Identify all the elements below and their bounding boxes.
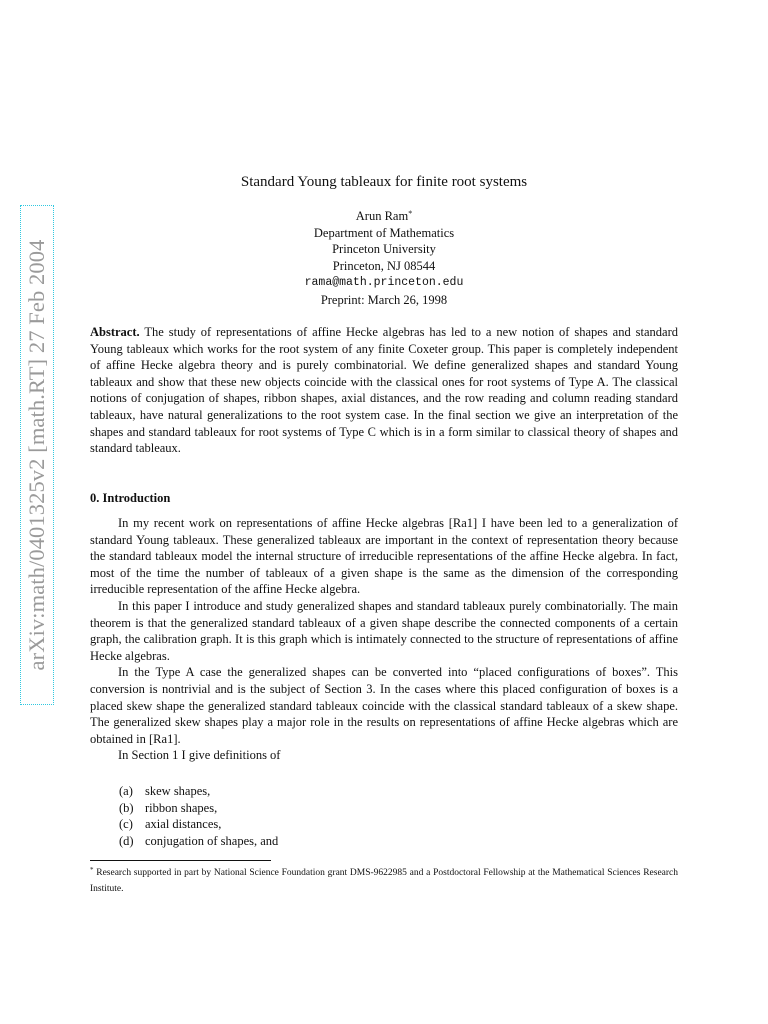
list-item-tag: (d) <box>119 833 134 848</box>
author-name: Arun Ram <box>355 209 409 223</box>
list-item <box>119 833 278 850</box>
intro-paragraph: In Section 1 I give definitions of <box>118 748 281 763</box>
abstract-text: The study of representations of affine Hecke algebras has led to a new notion of shapes and standard Young tableaux which works for the root system of any finite Coxeter group. This paper is completely independent of affine Hecke algebra theory and is purely combinatorial. We define generalized shapes and standard Young tableaux and show that these new objects coincide with the classical ones for root systems of Type A. The classical notions of conjugation of shapes, ribbon shapes, axial distances, and the row reading and column reading standard tableaux, have natural generalizations to the root system case. In the final section we give an interpretation of the shapes and standard tableaux for root systems of Type C which is in a form similar to classical theory of shapes and standard tableaux. <box>90 325 678 456</box>
preprint-date: Preprint: March 26, 1998 <box>320 292 448 307</box>
list-item-text: ribbon shapes, <box>145 800 218 815</box>
arxiv-identifier: arXiv:math/0401325v2 [math.RT] 27 Feb 2004 <box>24 239 49 671</box>
list-item-tag: (c) <box>119 817 133 832</box>
list-item-tag: (a) <box>119 784 133 798</box>
section-heading: 0. Introduction <box>90 491 171 505</box>
author-department: Department of Mathematics <box>313 225 455 240</box>
intro-paragraph: In the Type A case the generalized shapes can be converted into “placed configurations of boxes”. This conversion is nontrivial and is the subject of Section 3. In the cases where this placed configuration of boxes is a placed skew shape the generalized standard tableaux coincide with the classical standard tableaux of a skew shape. The generalized skew shapes play a major role in the results on representations of affine Hecke algebras which are obtained in [Ra1]. <box>90 665 678 746</box>
list-item <box>119 816 278 833</box>
footnote-divider <box>90 860 271 861</box>
author-email: rama@math.princeton.edu <box>304 275 464 289</box>
list-item-tag: (b) <box>119 800 134 815</box>
footnote <box>90 866 678 897</box>
list-item <box>119 800 278 817</box>
list-item-text: conjugation of shapes, and <box>145 833 279 848</box>
author-city: Princeton, NJ 08544 <box>332 259 436 274</box>
abstract <box>90 324 678 457</box>
list-item-text: skew shapes, <box>145 784 211 798</box>
footnote-text: Research supported in part by National Science Foundation grant DMS-9622985 and a Postdoctoral Fellowship at the Mathematical Sciences Research Institute. <box>90 868 679 894</box>
introduction-body <box>90 515 678 764</box>
author-block <box>0 208 768 308</box>
definitions-list <box>119 783 278 849</box>
list-item-text: axial distances, <box>145 817 222 832</box>
author-footnote-mark: * <box>408 209 413 218</box>
intro-paragraph: In my recent work on representations of affine Hecke algebras [Ra1] I have been led to a generalization of standard Young tableaux. These generalized tableaux are important in the context of representation theory because the standard tableaux model the internal structure of irreducible representations of the affine Hecke algebra. In fact, most of the time the number of tableaux of a given shape is the same as the dimension of the corresponding irreducible representation of the affine Hecke algebra. <box>90 516 678 597</box>
author-university: Princeton University <box>332 242 436 257</box>
list-item <box>119 783 278 800</box>
author-name-line <box>0 208 768 225</box>
paper-title: Standard Young tableaux for finite root systems <box>240 174 528 190</box>
footnote-mark: * <box>90 866 94 874</box>
abstract-label: Abstract. <box>90 325 140 339</box>
intro-paragraph: In this paper I introduce and study generalized shapes and standard tableaux purely combinatorially. The main theorem is that the generalized standard tableaux of a given shape describe the connected components of a certain graph, the calibration graph. It is this graph which is intimately connected to the structure of representations of affine Hecke algebras. <box>90 598 678 663</box>
